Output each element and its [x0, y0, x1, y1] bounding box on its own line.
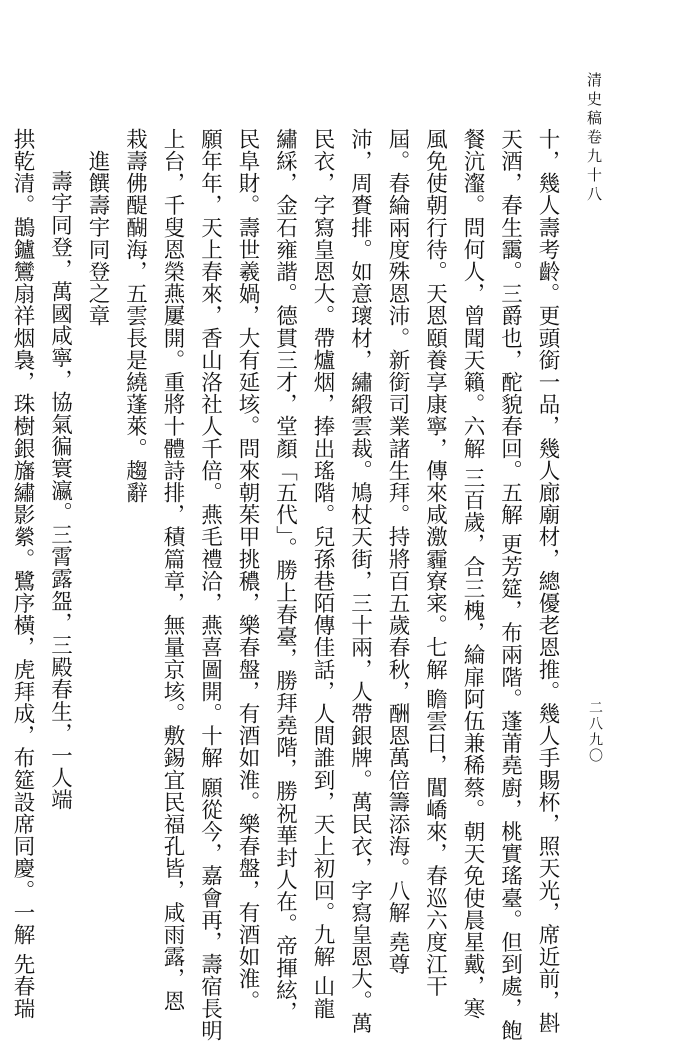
text-column: 風免使朝行待。天恩頤養享康寧，傳來咸激霾寮宷。七解 瞻雲日，閶嶠來，春巡六度江干: [422, 128, 448, 998]
page-number: 二八九〇: [587, 700, 603, 764]
text-column: 十，幾人壽考齡。更頭銜一品，幾人廊廟材，總優老恩推。幾人手賜杯，照天光，席近前，斟: [535, 128, 560, 1035]
text-column: 壽宇同登，萬國咸寧，協氣徧寰瀛。三霄露盌，三殿春生，一人端: [47, 170, 73, 811]
running-header-title: 清史稿卷九十八: [585, 72, 603, 205]
text-column: 民衣，字寫皇恩大。帶爐烟，捧出瑤階。兒孫巷陌傳佳話，人間誰到，天上初回。九解 山龍: [310, 128, 335, 1020]
text-column: 屆。春綸兩度殊恩沛。新銜司業諸生拜。持將百五歲春秋，酬恩萬倍籌添海。八解 堯尊: [385, 128, 410, 976]
text-column: 沛，周賚排。如意瓌材，繡緞雲裁。鳩杖天街，三十兩，人帶銀牌。萬民衣，字寫皇恩大。萬: [347, 128, 373, 1035]
text-column: 願年年，天上春來，香山洛社人千倍。燕毛禮洽，燕喜圖開。十解 願從今，嘉會再，壽宿長明: [197, 128, 223, 1042]
text-column: 栽壽佛醍醐海，五雲長是繞蓬萊。趨辭: [122, 128, 148, 504]
text-column: 民阜財。壽世羲媧，大有延垓。問來朝茱甲挑穠，樂春盤，有酒如淮。樂春盤，有酒如淮。: [235, 128, 260, 1012]
vertical-text-body: [10, 128, 566, 1042]
text-column: 上台，千叟恩榮燕屢開。重將十體詩排，積篇章，無量京垓。敷錫宜民福孔皆，咸雨露，恩: [160, 128, 185, 1012]
text-column: 拱乾清。鵲鑪鸞扇祥烟裊，珠樹銀旛繡影縈。鷺序橫，虎拜成，布筵設席同慶。一解 先春瑞: [10, 128, 35, 1020]
text-column: 繡綵，金石雍諧。德貫三才，堂顏「五代」。勝上春臺，勝拜堯階，勝祝華封人在。帝揮絃，: [272, 128, 298, 1024]
section-heading: 進饌壽宇同登之章: [85, 150, 110, 327]
text-column: [0, 128, 4, 978]
text-column: 餐沆瀣。問何人，曾聞天籟。六解 三百歲，合三槐，綸扉阿伍兼稀蔡。朝天免使晨星戴，寒: [460, 128, 485, 1020]
text-column: 天酒，春生靄。三爵也，酡貌春回。五解 更芳筵，布兩階。蓬莆堯廚，桃實瑤臺。但到處，飽: [497, 128, 523, 1042]
